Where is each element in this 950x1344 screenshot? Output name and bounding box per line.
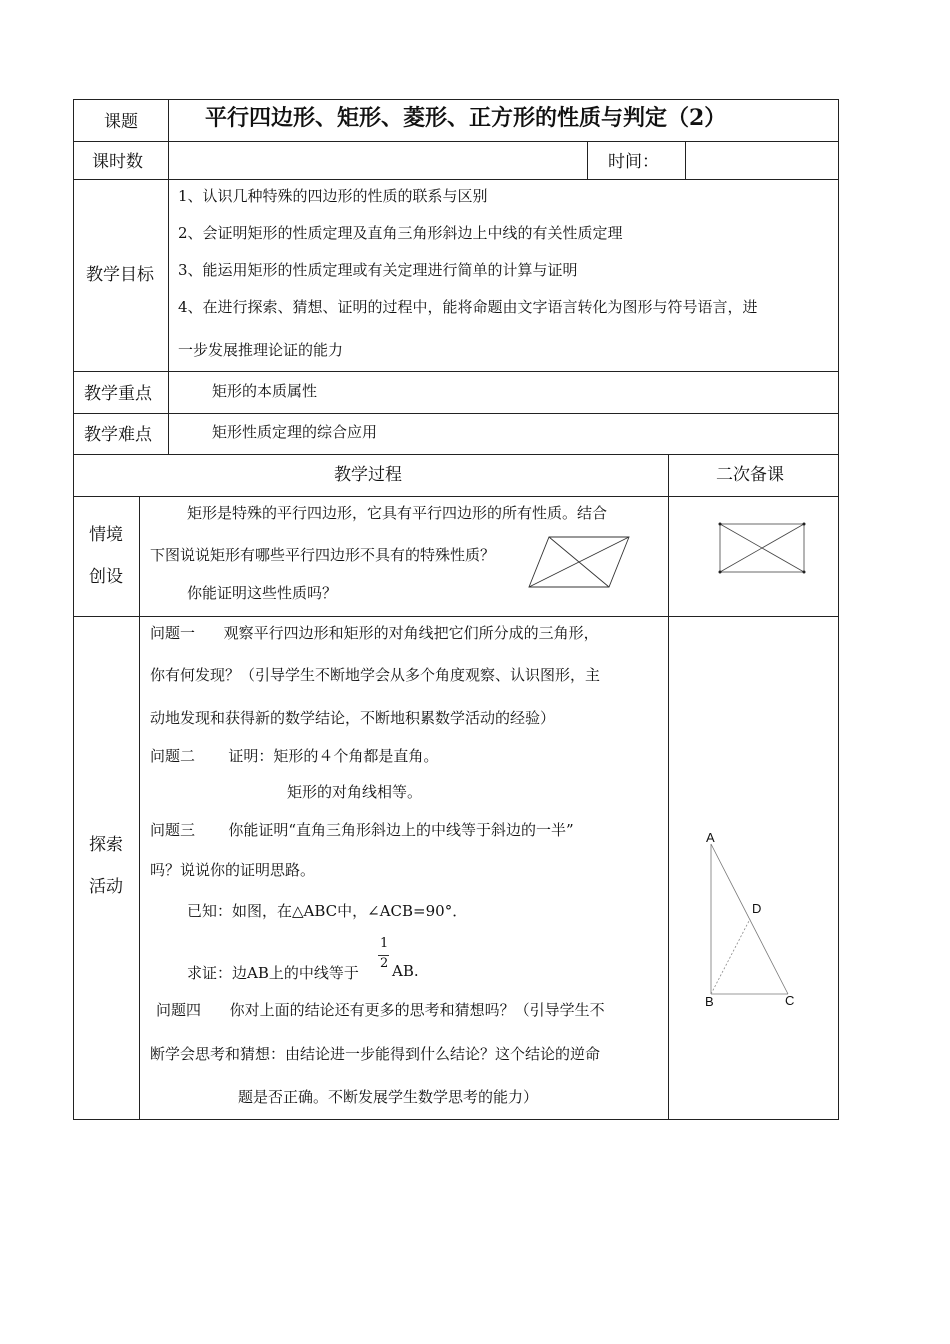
situation-text: 你能证明这些性质吗？ <box>187 584 338 602</box>
explore-label-line2: 活动 <box>89 877 123 897</box>
question-2-line2: 矩形的对角线相等。 <box>287 783 423 801</box>
situation-label-line2: 创设 <box>89 567 123 587</box>
objective-item: 一步发展推理论证的能力 <box>178 341 344 359</box>
prove-prefix: 求证：边AB上的中线等于 <box>187 964 359 982</box>
question-1-line: 你有何发现？（引导学生不断地学会从多个角度观察、认识图形，主 <box>150 666 601 684</box>
prove-suffix: AB. <box>392 962 419 980</box>
parallelogram-figure <box>525 533 637 591</box>
situation-text: 下图说说矩形有哪些平行四边形不具有的特殊性质？ <box>150 546 496 564</box>
situation-text: 矩形是特殊的平行四边形，它具有平行四边形的所有性质。结合 <box>187 504 608 522</box>
question-4-line: 问题四 你对上面的结论还有更多的思考和猜想吗？（引导学生不 <box>156 1001 605 1019</box>
time-label: 时间： <box>608 152 659 172</box>
topic-label: 课题 <box>104 112 138 132</box>
rectangle-figure <box>716 520 810 576</box>
objective-item: 3、能运用矩形的性质定理或有关定理进行简单的计算与证明 <box>178 261 578 279</box>
explore-label-line1: 探索 <box>89 835 123 855</box>
fraction-numerator: 1 <box>380 936 389 951</box>
question-3-line1: 问题三 你能证明“直角三角形斜边上的中线等于斜边的一半” <box>150 821 574 839</box>
objective-item: 2、会证明矩形的性质定理及直角三角形斜边上中线的有关性质定理 <box>178 224 623 242</box>
objective-item: 1、认识几种特殊的四边形的性质的联系与区别 <box>178 187 488 205</box>
question-2-line1: 问题二 证明：矩形的４个角都是直角。 <box>150 747 439 765</box>
question-4-line: 断学会思考和猜想：由结论进一步能得到什么结论？这个结论的逆命 <box>150 1045 601 1063</box>
second-prep-header: 二次备课 <box>716 465 784 485</box>
hours-label: 课时数 <box>92 152 143 172</box>
process-header: 教学过程 <box>334 465 402 485</box>
objectives-label: 教学目标 <box>86 265 154 285</box>
fraction-denominator: 2 <box>380 956 389 971</box>
question-3-line2: 吗？说说你的证明思路。 <box>150 861 316 879</box>
objective-item: 4、在进行探索、猜想、证明的过程中，能将命题由文字语言转化为图形与符号语言，进 <box>178 298 758 316</box>
difficulty-value: 矩形性质定理的综合应用 <box>212 423 378 441</box>
vertex-label-c: C <box>785 993 795 1008</box>
question-1-line: 动地发现和获得新的数学结论，不断地积累数学活动的经验） <box>150 709 556 727</box>
question-4-line: 题是否正确。不断发展学生数学思考的能力） <box>238 1088 539 1106</box>
right-triangle-figure <box>700 826 810 1012</box>
vertex-label-b: B <box>705 994 714 1009</box>
lesson-title: 平行四边形、矩形、菱形、正方形的性质与判定（2） <box>205 105 727 131</box>
key-point-label: 教学重点 <box>84 384 152 404</box>
vertex-label-a: A <box>706 830 715 845</box>
vertex-label-d: D <box>752 901 762 916</box>
question-1-line: 问题一 观察平行四边形和矩形的对角线把它们所分成的三角形， <box>150 624 599 642</box>
difficulty-label: 教学难点 <box>84 425 152 445</box>
key-point-value: 矩形的本质属性 <box>212 382 318 400</box>
given-statement: 已知：如图，在△ABC中，∠ACB=90°． <box>187 902 468 920</box>
situation-label-line1: 情境 <box>89 525 123 545</box>
